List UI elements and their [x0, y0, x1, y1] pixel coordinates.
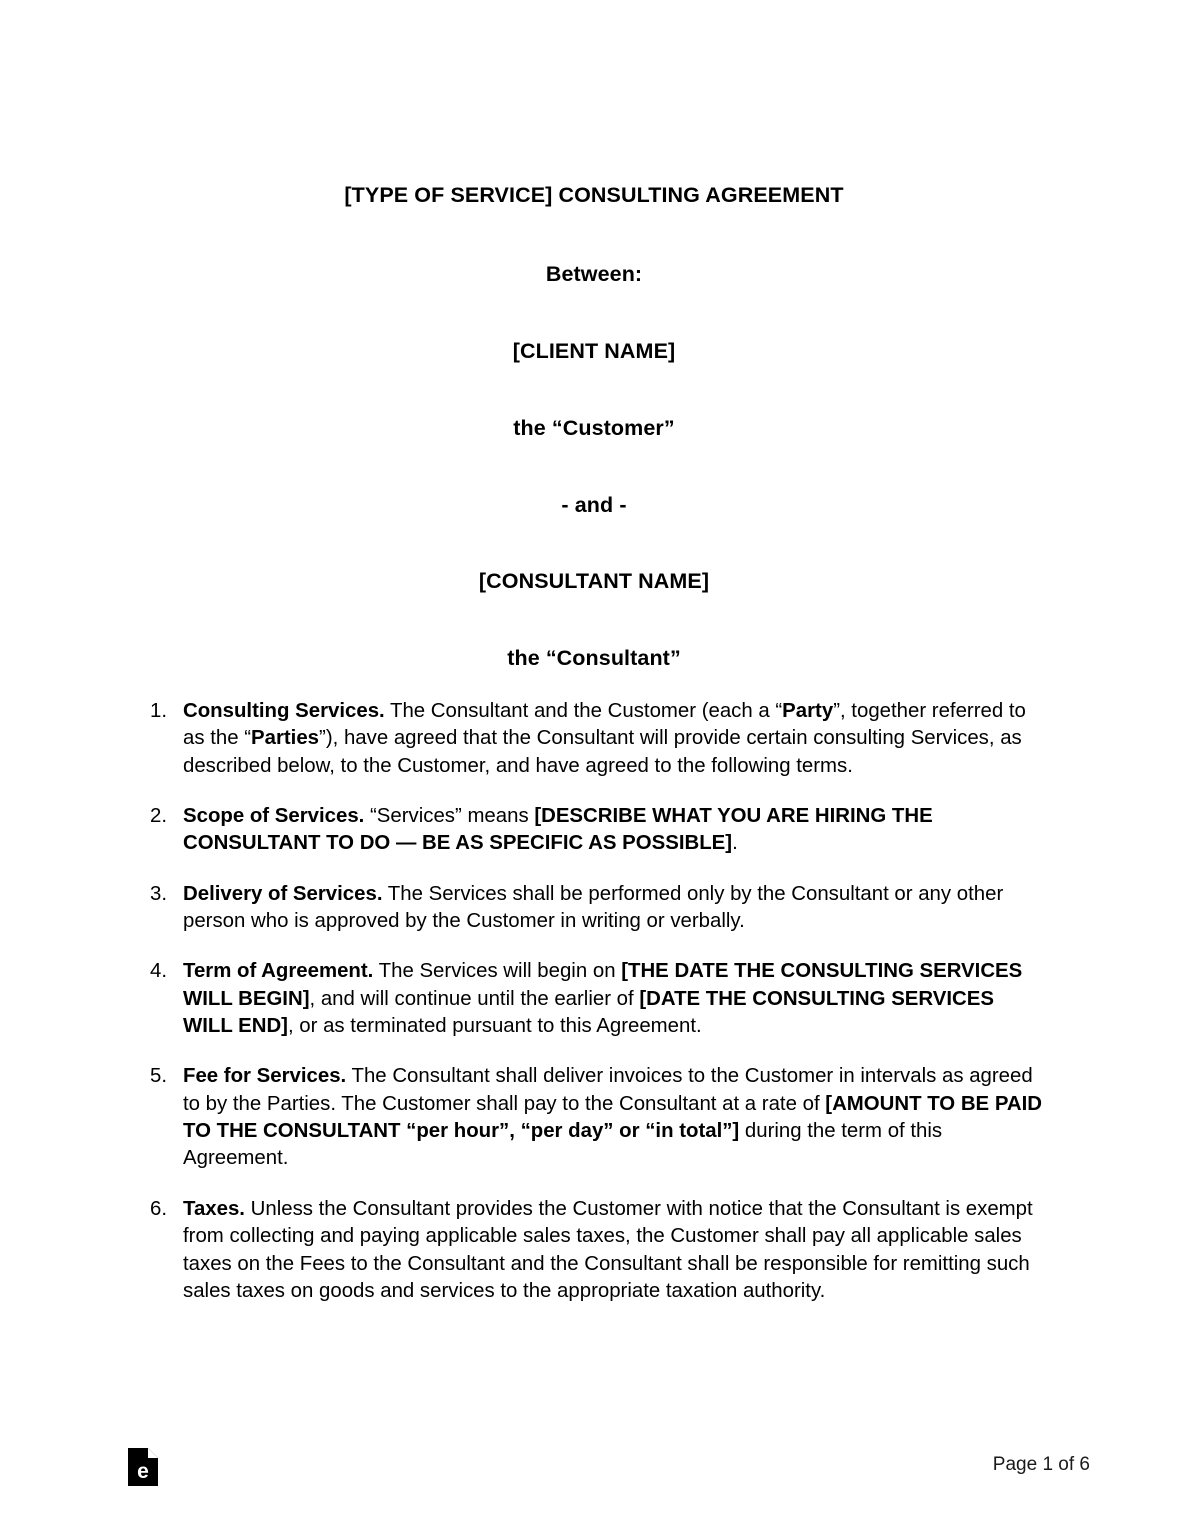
clause-heading: Consulting Services. — [183, 700, 385, 722]
clause-body — [183, 803, 1048, 858]
clause-text: , or as terminated pursuant to this Agreement. — [287, 1015, 702, 1038]
client-name: [CLIENT NAME] — [512, 338, 676, 363]
clause-item — [150, 881, 1048, 936]
clause-item — [150, 698, 1048, 780]
eforms-document-logo-icon — [128, 1448, 158, 1486]
clause-item — [150, 1196, 1048, 1305]
clause-body — [183, 698, 1048, 780]
clause-body — [183, 881, 1048, 936]
parties-heading: Between: — [545, 261, 643, 286]
clause-number: 5. — [150, 1065, 168, 1088]
clause-item — [150, 803, 1048, 858]
clause-heading: Scope of Services. — [183, 805, 365, 828]
clause-text: ”, together referred to as the “ — [183, 700, 1026, 750]
clause-heading: Fee for Services. — [183, 1065, 347, 1088]
clause-text: The Consultant and the Customer (each a “ — [384, 700, 783, 722]
consultant-role: the “Consultant” — [507, 646, 681, 671]
consultant-name: [CONSULTANT NAME] — [478, 569, 710, 594]
client-role: the “Customer” — [513, 415, 675, 440]
clause-text: ”), have agreed that the Consultant will provide certain consulting Services, as described below, to the Customer, and have agreed to the following terms. — [183, 727, 1022, 777]
clause-number: 4. — [150, 960, 168, 983]
clause-number: 2. — [150, 805, 168, 828]
clause-placeholder: [THE DATE THE CONSULTING SERVICES WILL BEGIN] — [183, 960, 1023, 1010]
clause-item — [150, 958, 1048, 1040]
clause-body — [183, 958, 1048, 1040]
clause-text: . — [732, 832, 738, 855]
page-number: Page 1 of 6 — [992, 1454, 1090, 1475]
clause-text: The Services will begin on — [373, 960, 622, 983]
clause-emphasis: Parties — [251, 727, 320, 750]
page-footer — [0, 1448, 1187, 1508]
clause-text: “Services” means — [364, 805, 535, 828]
and-separator: - and - — [561, 492, 627, 517]
clause-text: during the term of this Agreement. — [183, 1120, 943, 1170]
clause-text: Unless the Consultant provides the Customer with notice that the Consultant is exempt from collecting and paying applicable sales taxes, the Customer shall pay all applicable sales taxes on the Fees to the Consultant and the Consultant shall be responsible for remitting such sales taxes on goods and services to the appropriate taxation authority. — [183, 1197, 1033, 1302]
page-title: [TYPE OF SERVICE] CONSULTING AGREEMENT — [344, 183, 844, 207]
clause-emphasis: Party — [782, 700, 834, 722]
clause-heading: Taxes. — [183, 1197, 245, 1220]
clause-placeholder: [DATE THE CONSULTING SERVICES WILL END] — [183, 987, 994, 1038]
clause-placeholder: [DESCRIBE WHAT YOU ARE HIRING THE CONSULTANT TO DO — BE AS SPECIFIC AS POSSIBLE] — [183, 805, 933, 855]
clause-heading: Term of Agreement. — [183, 960, 374, 983]
clause-number: 1. — [150, 700, 168, 722]
clause-item — [150, 1063, 1048, 1172]
clause-text: The Services shall be performed only by the Consultant or any other person who is approved by the Customer in writing or verbally. — [183, 882, 1004, 933]
clause-list — [150, 698, 1048, 1305]
agreement-header — [150, 182, 1038, 672]
clause-body — [183, 1196, 1048, 1305]
logo-letter: e — [137, 1460, 149, 1483]
clause-text: , and will continue until the earlier of — [309, 987, 640, 1010]
clause-body — [183, 1063, 1048, 1172]
clause-text: The Consultant shall deliver invoices to the Customer in intervals as agreed to by the Parties. The Customer shall pay to the Consultant at a rate of — [183, 1065, 1033, 1115]
clause-number: 6. — [150, 1197, 168, 1220]
clause-heading: Delivery of Services. — [183, 882, 383, 905]
clause-number: 3. — [150, 882, 168, 905]
clause-placeholder: [AMOUNT TO BE PAID TO THE CONSULTANT “per hour”, “per day” or “in total”] — [183, 1092, 1043, 1143]
